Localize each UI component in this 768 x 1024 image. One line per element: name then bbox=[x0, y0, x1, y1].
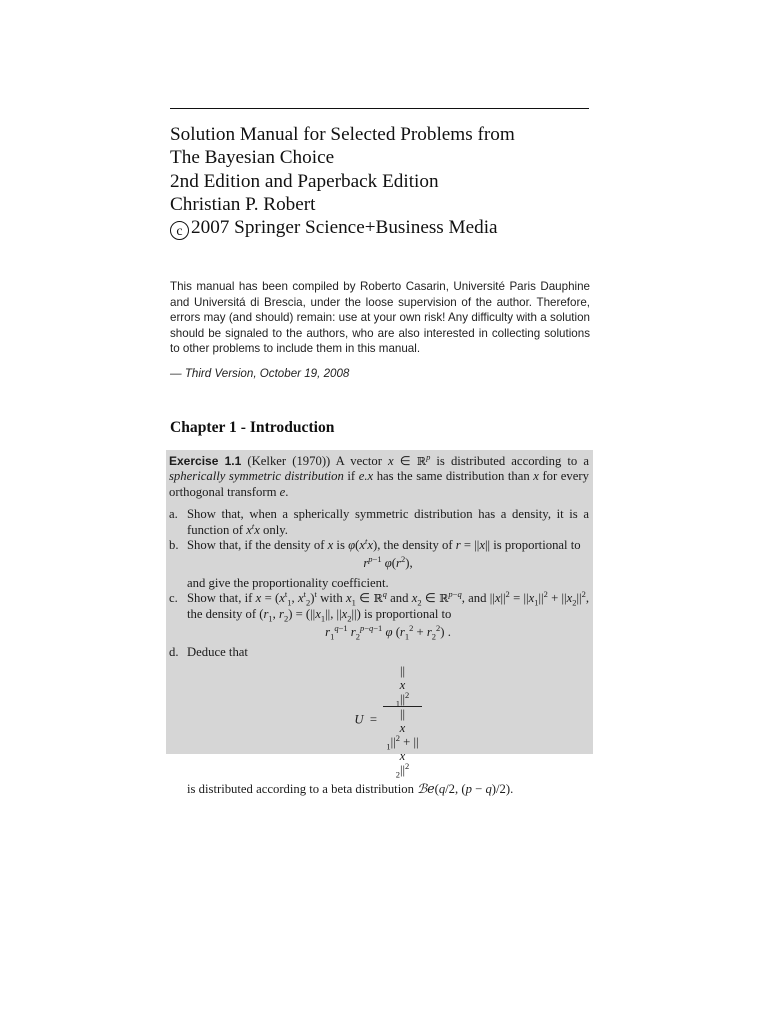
item-d-intro: Deduce that bbox=[187, 645, 248, 660]
formula-c: $r_1^{q-1}$ $r_2^{p-q-1}$ φ $(r_1^2 + r_2^2)$ . bbox=[325, 622, 451, 642]
item-d-after: is distributed according to a beta distribution ℬe(q/2, (p − q)/2). bbox=[187, 780, 514, 796]
version-line: — Third Version, October 19, 2008 bbox=[170, 366, 350, 380]
exercise-1-1 bbox=[169, 451, 589, 797]
title-line-4: Christian P. Robert bbox=[170, 193, 316, 215]
intro-section bbox=[170, 279, 590, 382]
formula-d: U = || x $_1||^2$ || x $_1||^2$ + || x $_2||^2$ bbox=[187, 664, 589, 777]
title-line-1: Solution Manual for Selected Problems from bbox=[170, 124, 515, 145]
item-a-label: a. bbox=[169, 507, 178, 522]
chapter-heading: Chapter 1 - Introduction bbox=[170, 419, 335, 436]
exercise-item-a: a. Show that, when a spherically symmetric distribution has a density, it is a function of $x^tx$ only. bbox=[169, 507, 589, 537]
exercise-term: spherically symmetric distribution bbox=[169, 469, 344, 484]
item-b-label: b. bbox=[169, 538, 179, 553]
formula-b: $r^{p-1}$ $\varphi(r^2)$, bbox=[363, 554, 413, 571]
intro-paragraph: This manual has been compiled by Roberto Casarin, Université Paris Dauphine and Universitá di Brescia, under the loose supervision of the author. Therefore, errors may (and should) remain: use at your own risk! Any difficulty with a solution should be signaled to the authors, who are also interested in collecting solutions to other problems to include them in this manual. bbox=[170, 280, 590, 356]
exercise-item-c: c. Show that, if $x = (x^t_1$, $x^t_2)^t$ with $x_1$ ∈ ℝ$^q$ and $x_2$ ∈ ℝ$^{p-q}$, and $||x||^2 = ||x_1||^2 + ||x_2||^2$, the density of ($r_1$, $r_2) = (||x_1||$, $||x_2||$) is proportional to $r_1^{q-1}$ $r_2^{p-q-1}$ φ $(r_1^2 + r_2^2)$ . bbox=[169, 589, 589, 642]
document-title bbox=[170, 123, 610, 240]
exercise-item-b: b. Show that, if the density of x is $\varphi(x^tx)$, the density of r = ||x|| is proportional to $r^{p-1}$ $\varphi(r^2)$, and give the proportionality coefficient. bbox=[169, 538, 589, 591]
copyright-icon: c bbox=[170, 221, 189, 240]
item-c-label: c. bbox=[169, 591, 178, 606]
copyright-text: 2007 Springer Science+Business Media bbox=[191, 217, 498, 239]
exercise-label: Exercise 1.1 bbox=[169, 454, 242, 468]
title-line-2: The Bayesian Choice bbox=[170, 147, 335, 169]
exercise-source: (Kelker (1970)) bbox=[247, 454, 331, 468]
item-d-label: d. bbox=[169, 645, 179, 660]
exercise-item-d bbox=[169, 645, 589, 797]
exercise-statement: Exercise 1.1 (Kelker (1970)) A vector x ∈ ℝ$^p$ is distributed according to a spherically symmetric distribution if e.x has the same distribution than x for every orthogonal transform e. bbox=[169, 451, 589, 499]
copyright-line bbox=[170, 216, 610, 240]
exercise-items bbox=[169, 507, 589, 797]
item-b-after: and give the proportionality coefficient. bbox=[187, 575, 389, 590]
title-line-3: 2nd Edition and Paperback Edition bbox=[170, 170, 439, 192]
top-rule bbox=[170, 108, 589, 109]
